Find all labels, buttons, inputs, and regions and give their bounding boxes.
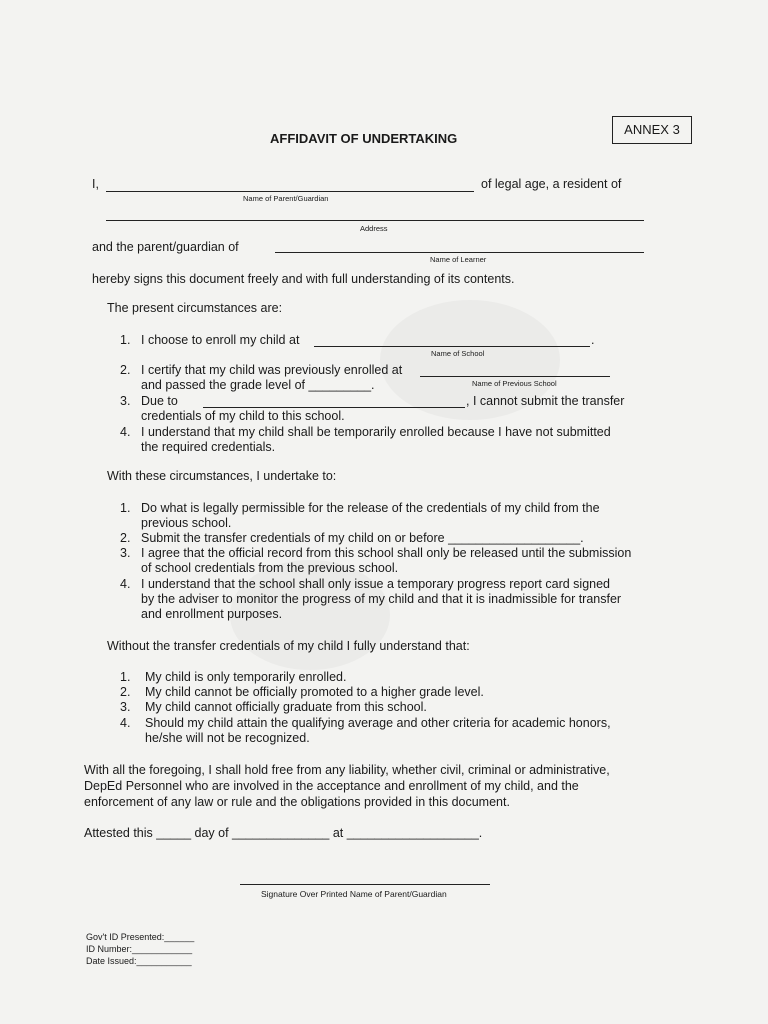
- circumstance-1-period: .: [591, 333, 595, 347]
- school-name-line[interactable]: [314, 346, 590, 347]
- signature-caption: Signature Over Printed Name of Parent/Guardian: [261, 889, 447, 899]
- list-number: 3.: [120, 546, 131, 560]
- parent-of-text: and the parent/guardian of: [92, 240, 239, 254]
- signs-text: hereby signs this document freely and with full understanding of its contents.: [92, 272, 515, 286]
- list-number: 4.: [120, 425, 131, 439]
- list-number: 2.: [120, 363, 131, 377]
- previous-school-caption: Name of Previous School: [472, 379, 557, 388]
- circumstance-4-line1: I understand that my child shall be temporarily enrolled because I have not submitted: [141, 425, 611, 439]
- undertake-2-line1: Submit the transfer credentials of my child on or before ___________________.: [141, 531, 584, 545]
- undertake-4-line2: by the adviser to monitor the progress of my child and that it is inadmissible for transfer: [141, 592, 622, 606]
- circumstance-3-due-to: Due to: [141, 394, 178, 408]
- circumstances-heading: The present circumstances are:: [107, 301, 283, 315]
- list-number: 3.: [120, 700, 131, 714]
- without-heading: Without the transfer credentials of my child I fully understand that:: [107, 639, 470, 653]
- learner-caption: Name of Learner: [430, 255, 487, 264]
- list-number: 1.: [120, 670, 131, 684]
- list-number: 3.: [120, 394, 131, 408]
- circumstance-1-text: I choose to enroll my child at: [141, 333, 300, 347]
- undertake-3-line2: of school credentials from the previous school.: [141, 561, 399, 575]
- without-4-line2: he/she will not be recognized.: [145, 731, 310, 745]
- undertake-4-line1: I understand that the school shall only issue a temporary progress report card signed: [141, 577, 611, 591]
- undertake-4-line3: and enrollment purposes.: [141, 607, 283, 621]
- circumstance-2-line1: I certify that my child was previously enrolled at: [141, 363, 403, 377]
- undertake-heading: With these circumstances, I undertake to:: [107, 469, 337, 483]
- circumstance-4-line2: the required credentials.: [141, 440, 276, 454]
- without-4-line1: Should my child attain the qualifying average and other criteria for academic honors,: [145, 716, 611, 730]
- list-number: 2.: [120, 531, 131, 545]
- school-caption: Name of School: [431, 349, 485, 358]
- list-number: 4.: [120, 716, 131, 730]
- signature-line[interactable]: [240, 884, 490, 885]
- list-number: 1.: [120, 501, 131, 515]
- address-caption: Address: [360, 224, 388, 233]
- address-line[interactable]: [106, 220, 644, 221]
- circumstance-3-tail: , I cannot submit the transfer: [466, 394, 625, 408]
- intro-i: I,: [92, 177, 99, 191]
- annex-label: ANNEX 3: [612, 116, 692, 144]
- govt-id-field: Gov't ID Presented:______: [86, 932, 195, 942]
- date-issued-field: Date Issued:___________: [86, 956, 192, 966]
- attested-line: Attested this _____ day of ______________ at ___________________.: [84, 826, 483, 840]
- list-number: 1.: [120, 333, 131, 347]
- foregoing-line3: enforcement of any law or rule and the obligations provided in this document.: [84, 795, 510, 809]
- id-number-field: ID Number:____________: [86, 944, 193, 954]
- without-2-line1: My child cannot be officially promoted to a higher grade level.: [145, 685, 484, 699]
- undertake-1-line1: Do what is legally permissible for the release of the credentials of my child from the: [141, 501, 600, 515]
- undertake-3-line1: I agree that the official record from this school shall only be released until the submission: [141, 546, 632, 560]
- list-number: 4.: [120, 577, 131, 591]
- undertake-1-line2: previous school.: [141, 516, 232, 530]
- without-3-line1: My child cannot officially graduate from this school.: [145, 700, 427, 714]
- reason-line[interactable]: [203, 407, 465, 408]
- circumstance-2-line2: and passed the grade level of _________.: [141, 378, 375, 392]
- parent-name-caption: Name of Parent/Guardian: [243, 194, 329, 203]
- learner-name-line[interactable]: [275, 252, 644, 253]
- list-number: 2.: [120, 685, 131, 699]
- legal-age-text: of legal age, a resident of: [481, 177, 622, 191]
- foregoing-line2: DepEd Personnel who are involved in the acceptance and enrollment of my child, and the: [84, 779, 579, 793]
- parent-name-line[interactable]: [106, 191, 474, 192]
- circumstance-3-line2: credentials of my child to this school.: [141, 409, 345, 423]
- foregoing-line1: With all the foregoing, I shall hold free from any liability, whether civil, criminal or administrative,: [84, 763, 610, 777]
- without-1-line1: My child is only temporarily enrolled.: [145, 670, 347, 684]
- page-title: AFFIDAVIT OF UNDERTAKING: [270, 131, 458, 146]
- previous-school-line[interactable]: [420, 376, 610, 377]
